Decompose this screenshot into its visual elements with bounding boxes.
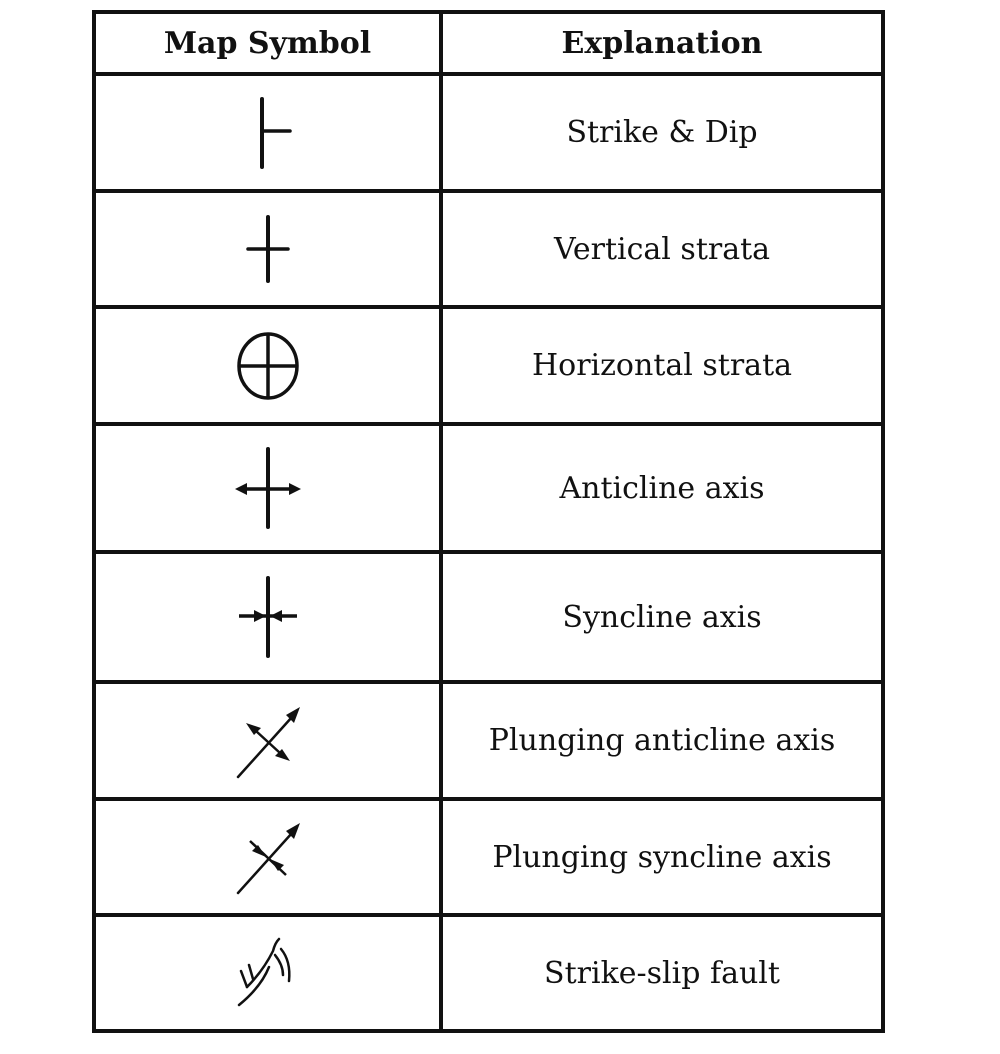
- anticline-axis-icon: [233, 445, 303, 531]
- explanation-cell: Vertical strata: [441, 191, 883, 307]
- symbol-cell: [94, 799, 441, 915]
- table-row: [94, 799, 883, 915]
- vertical-strata-icon: [238, 209, 298, 289]
- table-row: [94, 682, 883, 799]
- header-row: [94, 12, 883, 74]
- table-row: [94, 74, 883, 191]
- table-row: [94, 552, 883, 682]
- symbol-cell: [94, 915, 441, 1031]
- table-row: [94, 307, 883, 424]
- plunging-anticline-axis-icon: [230, 701, 306, 781]
- explanation-cell: Syncline axis: [441, 552, 883, 682]
- syncline-axis-icon: [233, 574, 303, 660]
- explanation-cell: Horizontal strata: [441, 307, 883, 424]
- symbol-cell: [94, 424, 441, 552]
- explanation-cell: Strike & Dip: [441, 74, 883, 191]
- plunging-syncline-axis-icon: [230, 817, 306, 897]
- strike-slip-fault-icon: [233, 935, 303, 1011]
- explanation-cell: Strike-slip fault: [441, 915, 883, 1031]
- map-symbol-legend-table: [92, 10, 885, 1033]
- symbol-cell: [94, 307, 441, 424]
- explanation-cell: Anticline axis: [441, 424, 883, 552]
- explanation-cell: Plunging anticline axis: [441, 682, 883, 799]
- symbol-cell: [94, 191, 441, 307]
- table-row: [94, 424, 883, 552]
- explanation-cell: Plunging syncline axis: [441, 799, 883, 915]
- header-explanation: Explanation: [441, 12, 883, 74]
- horizontal-strata-icon: [233, 329, 303, 403]
- header-map-symbol: Map Symbol: [94, 12, 441, 74]
- table-row: [94, 915, 883, 1031]
- table-row: [94, 191, 883, 307]
- symbol-cell: [94, 552, 441, 682]
- strike-dip-icon: [238, 93, 298, 173]
- symbol-cell: [94, 74, 441, 191]
- symbol-cell: [94, 682, 441, 799]
